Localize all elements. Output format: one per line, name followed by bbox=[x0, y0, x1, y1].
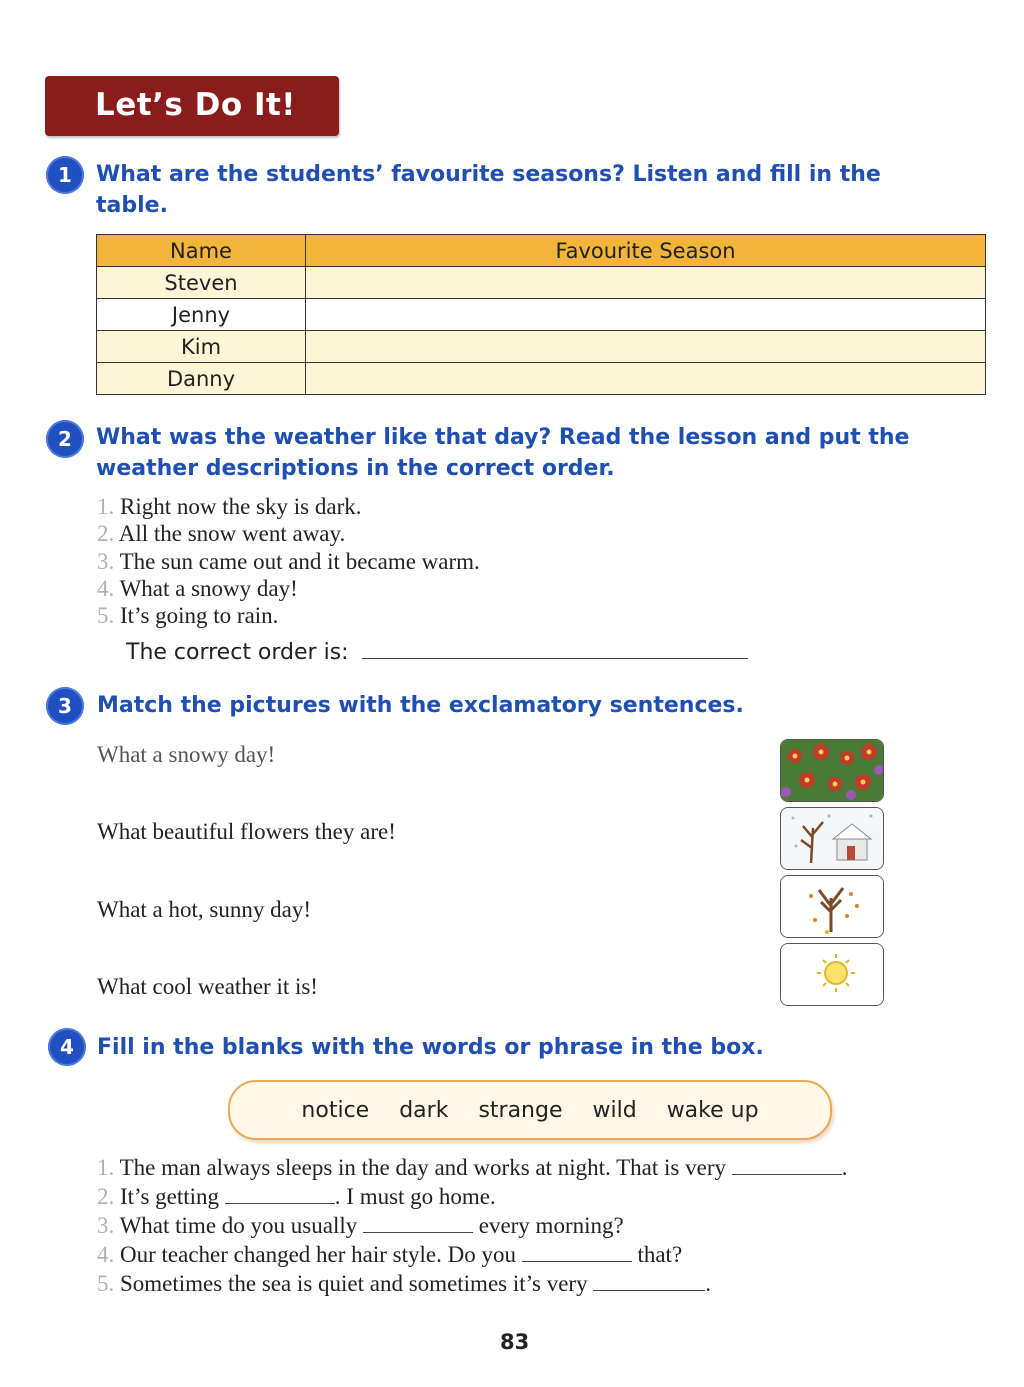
answer-blank[interactable] bbox=[732, 1154, 842, 1175]
fill-in-list bbox=[97, 1153, 847, 1298]
table-row bbox=[97, 299, 986, 331]
snowy-house-picture[interactable] bbox=[780, 807, 884, 870]
section-number-4: 4 bbox=[48, 1028, 86, 1066]
list-item: 4. Our teacher changed her hair style. Do you that? bbox=[97, 1242, 683, 1267]
word-box-item: wild bbox=[592, 1097, 637, 1123]
question-1-line2: table. bbox=[96, 193, 168, 218]
answer-blank[interactable] bbox=[225, 1183, 335, 1204]
match-sentence: What a snowy day! bbox=[97, 742, 276, 767]
cell-season[interactable] bbox=[306, 267, 986, 299]
match-sentence: What beautiful flowers they are! bbox=[97, 819, 396, 844]
flowers-picture[interactable] bbox=[780, 739, 884, 802]
banner-title: Let’s Do It! bbox=[95, 87, 296, 123]
question-2-line1: What was the weather like that day? Read the lesson and put the bbox=[96, 425, 910, 450]
list-item: 2. All the snow went away. bbox=[97, 521, 346, 547]
section-number-3: 3 bbox=[46, 687, 84, 725]
table-row bbox=[97, 267, 986, 299]
question-2-line2: weather descriptions in the correct order. bbox=[96, 456, 615, 481]
header-name: Name bbox=[97, 235, 306, 267]
list-item: 3. The sun came out and it became warm. bbox=[97, 548, 480, 574]
list-item: 1. Right now the sky is dark. bbox=[97, 494, 362, 519]
question-3: Match the pictures with the exclamatory sentences. bbox=[97, 693, 744, 718]
order-list bbox=[97, 493, 480, 629]
cell-season[interactable] bbox=[306, 299, 986, 331]
cell-name: Danny bbox=[97, 363, 306, 395]
page-number: 83 bbox=[500, 1330, 530, 1354]
list-item: 1. The man always sleeps in the day and works at night. That is very . bbox=[97, 1155, 848, 1180]
list-item: 5. It’s going to rain. bbox=[97, 603, 279, 629]
list-item: 3. What time do you usually every morning? bbox=[97, 1213, 624, 1238]
answer-blank[interactable] bbox=[522, 1241, 632, 1262]
cell-name: Steven bbox=[97, 267, 306, 299]
sun-picture[interactable] bbox=[780, 943, 884, 1006]
table-header-row bbox=[97, 235, 986, 267]
cell-season[interactable] bbox=[306, 331, 986, 363]
answer-blank[interactable] bbox=[363, 1212, 473, 1233]
list-item: 4. What a snowy day! bbox=[97, 575, 298, 601]
list-item: 2. It’s getting . I must go home. bbox=[97, 1184, 496, 1209]
cell-season[interactable] bbox=[306, 363, 986, 395]
word-box-item: dark bbox=[399, 1097, 449, 1123]
table-row bbox=[97, 363, 986, 395]
list-item: 5. Sometimes the sea is quiet and sometimes it’s very . bbox=[97, 1271, 712, 1296]
seasons-table bbox=[96, 234, 986, 395]
table-row bbox=[97, 331, 986, 363]
section-number-1: 1 bbox=[46, 156, 84, 194]
question-2 bbox=[96, 422, 909, 484]
cell-name: Kim bbox=[97, 331, 306, 363]
correct-order-blank[interactable] bbox=[362, 638, 748, 659]
question-1-line1: What are the students’ favourite seasons? Listen and fill in the bbox=[96, 162, 881, 187]
correct-order-line bbox=[126, 638, 748, 665]
question-4: Fill in the blanks with the words or phrase in the box. bbox=[97, 1035, 764, 1060]
section-banner bbox=[45, 76, 339, 136]
match-sentence: What a hot, sunny day! bbox=[97, 897, 311, 922]
cell-name: Jenny bbox=[97, 299, 306, 331]
question-1 bbox=[96, 159, 881, 221]
word-box-item: wake up bbox=[666, 1097, 759, 1123]
autumn-tree-picture[interactable] bbox=[780, 875, 884, 938]
section-number-2: 2 bbox=[46, 420, 84, 458]
word-box bbox=[228, 1080, 832, 1140]
answer-blank[interactable] bbox=[593, 1270, 705, 1291]
word-box-item: strange bbox=[478, 1097, 563, 1123]
correct-order-label: The correct order is: bbox=[126, 640, 349, 665]
header-favourite-season: Favourite Season bbox=[306, 235, 986, 267]
match-sentence: What cool weather it is! bbox=[97, 974, 318, 999]
word-box-item: notice bbox=[301, 1097, 370, 1123]
